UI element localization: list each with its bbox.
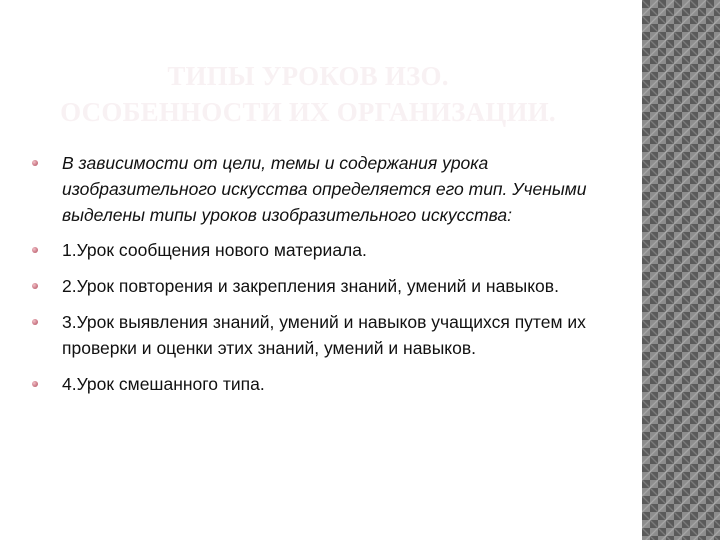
slide-title	[0, 58, 616, 130]
bullet-text: В зависимости от цели, темы и содержания урока изобразительного искусства определяется его тип. Учеными выделены типы уроков изобразительного искусства:	[62, 153, 587, 225]
bullet-icon	[32, 247, 38, 253]
slide-title-line-1: ТИПЫ УРОКОВ ИЗО.	[167, 61, 449, 91]
bullet-item-4	[28, 371, 608, 397]
bullet-icon	[32, 160, 38, 166]
bullet-text: 1.Урок сообщения нового материала.	[62, 240, 367, 260]
bullet-item-3	[28, 309, 608, 361]
bullet-text: 3.Урок выявления знаний, умений и навыков учащихся путем их проверки и оценки этих знаний, умений и навыков.	[62, 312, 586, 358]
bullet-icon	[32, 319, 38, 325]
bullet-icon	[32, 381, 38, 387]
pattern-overlay	[642, 0, 720, 540]
bullet-icon	[32, 283, 38, 289]
slide-title-line-2: ОСОБЕННОСТИ ИХ ОРГАНИЗАЦИИ.	[60, 97, 556, 127]
bullet-text: 2.Урок повторения и закрепления знаний, умений и навыков.	[62, 276, 559, 296]
bullet-text: 4.Урок смешанного типа.	[62, 374, 265, 394]
bullet-list	[28, 150, 608, 407]
bullet-item-intro	[28, 150, 608, 228]
bullet-item-2	[28, 273, 608, 299]
bullet-item-1	[28, 237, 608, 263]
decorative-pattern-strip	[642, 0, 720, 540]
